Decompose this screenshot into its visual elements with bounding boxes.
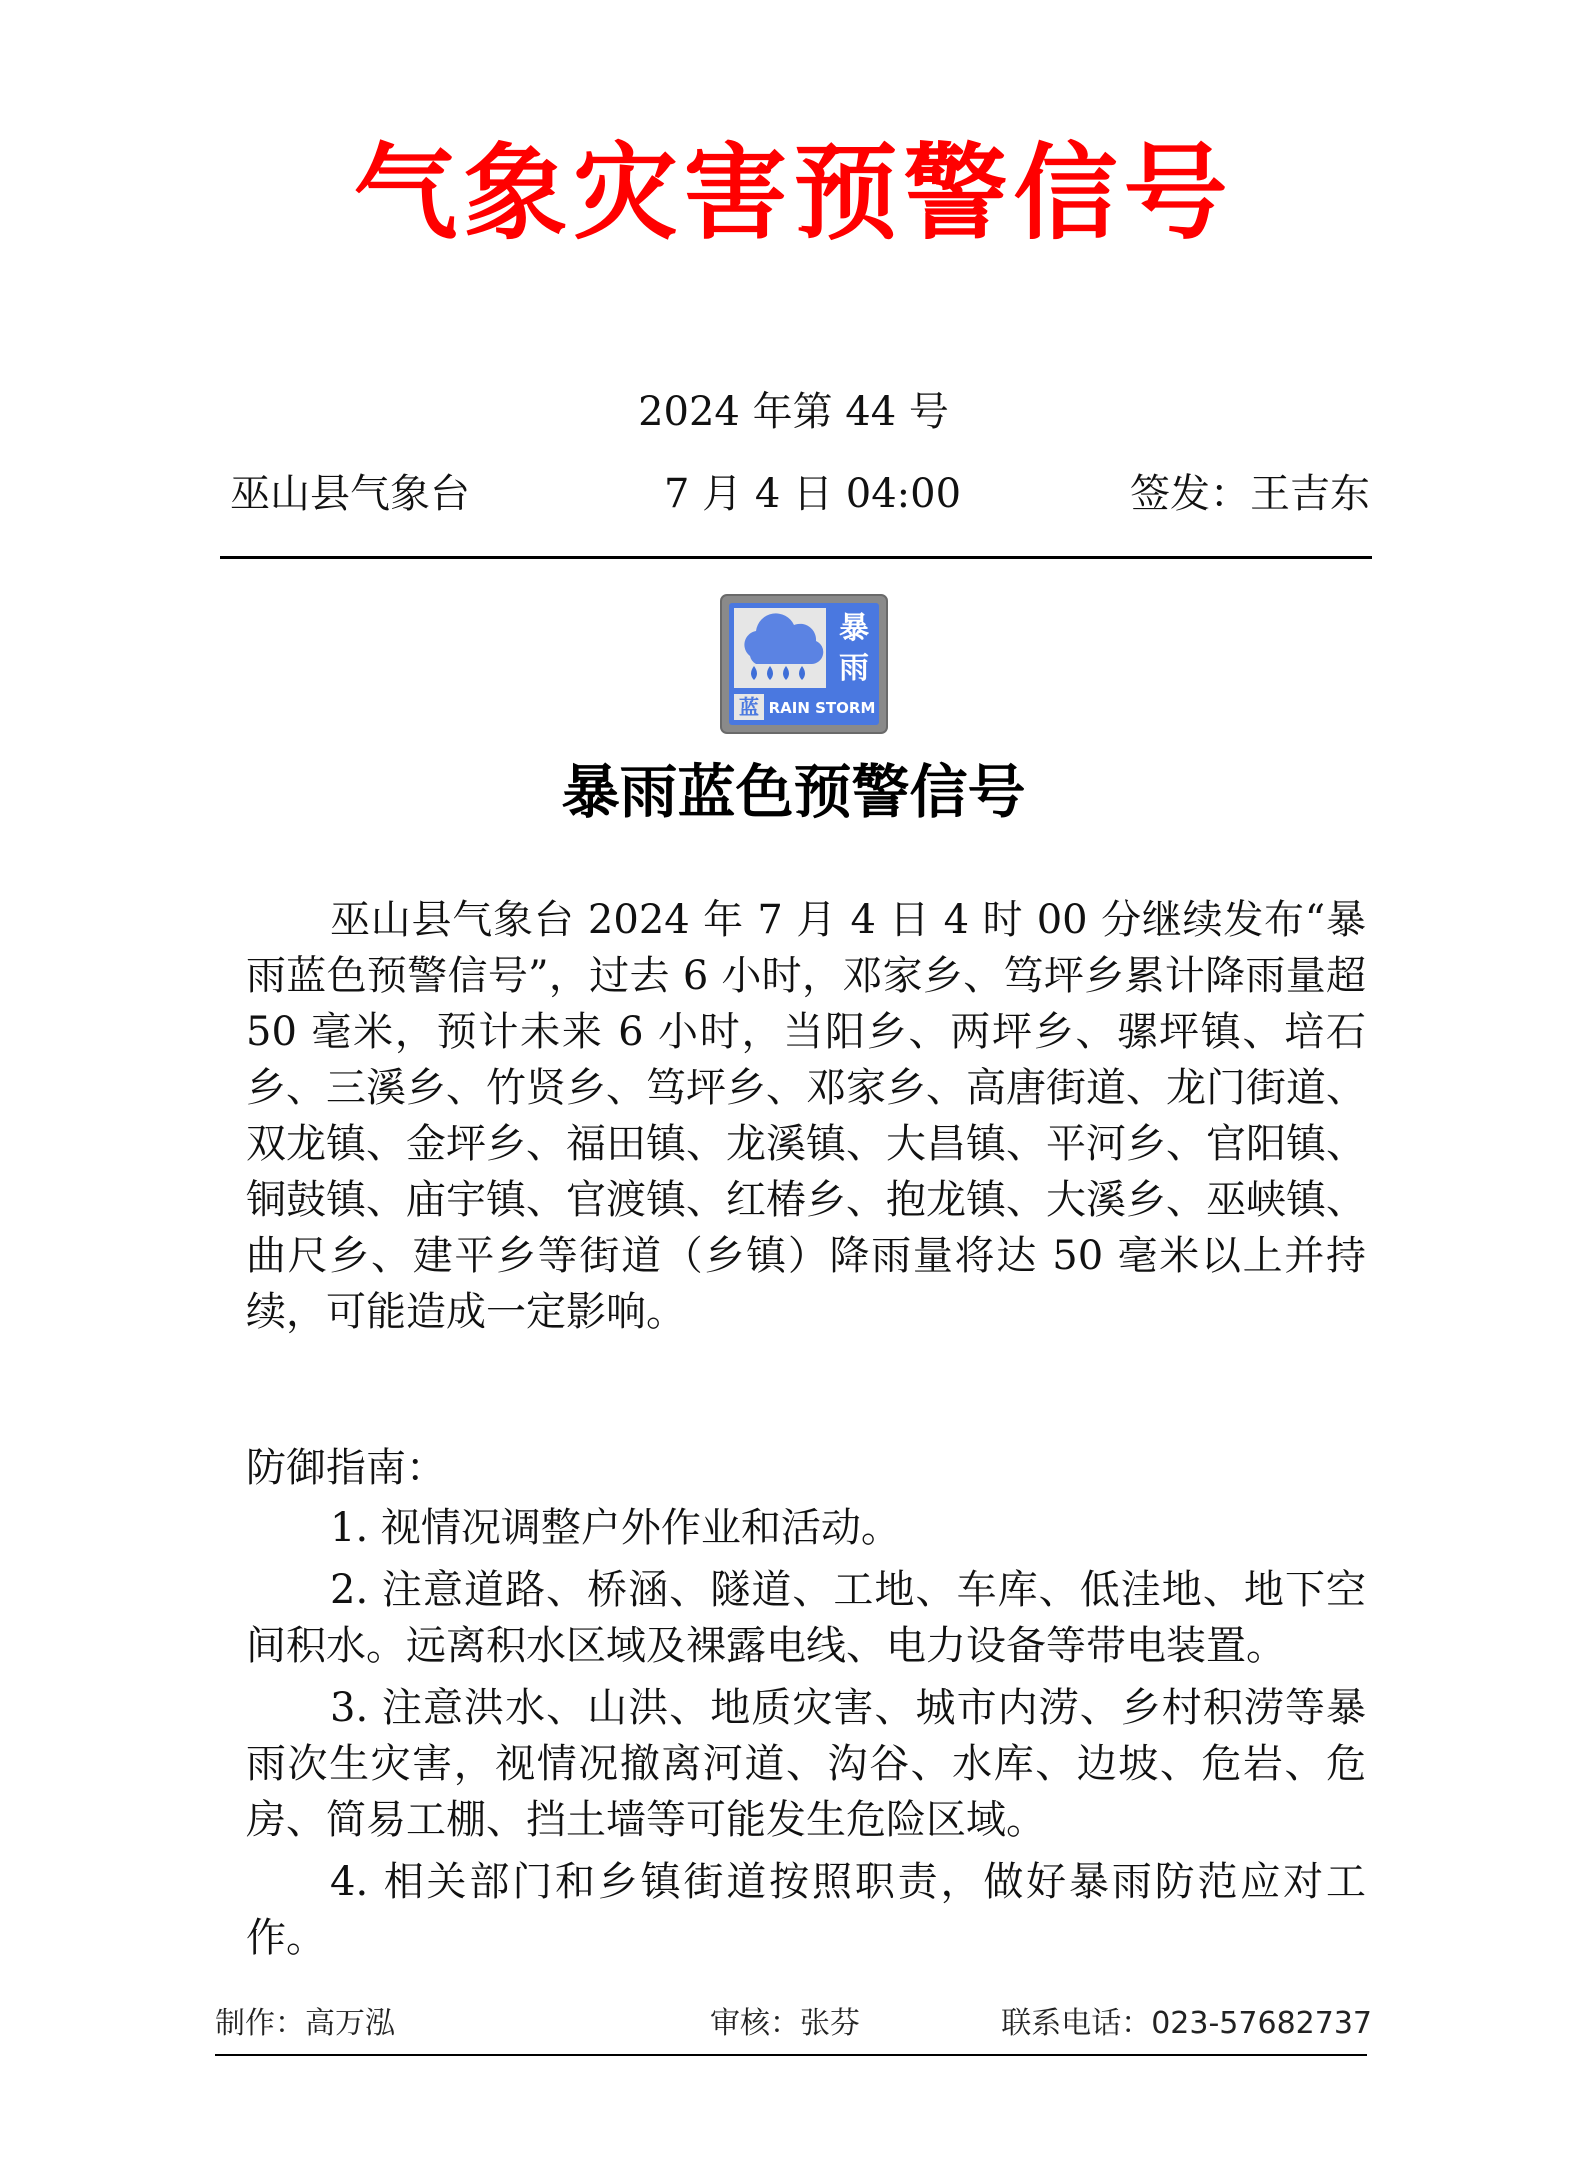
issue-number: 2024 年第 44 号 [638, 389, 949, 435]
footer-maker: 制作：高万泓 [215, 2006, 395, 2041]
defense-guide-list [246, 1500, 1366, 1972]
icon-text-bottom: 雨 [839, 651, 869, 686]
footer-divider [215, 2054, 1367, 2056]
icon-level-text: 蓝 [739, 695, 759, 719]
guide-item: 4. 相关部门和乡镇街道按照职责，做好暴雨防范应对工作。 [246, 1859, 1366, 1961]
rain-storm-blue-icon [720, 594, 888, 734]
issue-time: 7 月 4 日 04:00 [664, 471, 962, 517]
icon-caption: RAIN STORM [768, 699, 876, 717]
signer: 签发：王吉东 [1130, 471, 1370, 517]
document-title: 气象灾害预警信号 [353, 131, 1234, 254]
guide-item: 3. 注意洪水、山洪、地质灾害、城市内涝、乡村积涝等暴雨次生灾害，视情况撤离河道、沟谷、水库、边坡、危岩、危房、简易工棚、挡土墙等可能发生危险区域。 [246, 1685, 1366, 1843]
footer-reviewer: 审核：张芬 [710, 2006, 860, 2041]
guide-item: 1. 视情况调整户外作业和活动。 [330, 1505, 901, 1551]
signal-title: 暴雨蓝色预警信号 [561, 758, 1026, 826]
footer-phone: 联系电话：023-57682737 [1001, 2006, 1372, 2041]
defense-guide-heading: 防御指南： [246, 1445, 446, 1491]
icon-text-top: 暴 [839, 611, 869, 646]
guide-item: 2. 注意道路、桥涵、隧道、工地、车库、低洼地、地下空间积水。远离积水区域及裸露电线、电力设备等带电装置。 [246, 1567, 1366, 1669]
warning-paragraph: 巫山县气象台 2024 年 7 月 4 日 4 时 00 分继续发布“暴雨蓝色预警信号”，过去 6 小时，邓家乡、笃坪乡累计降雨量超 50 毫米，预计未来 6 小时，当阳乡、两坪乡、骡坪镇、培石乡、三溪乡、竹贤乡、笃坪乡、邓家乡、高唐街道、龙门街道、双龙镇、金坪乡、福田镇、龙溪镇、大昌镇、平河乡、官阳镇、铜鼓镇、庙宇镇、官渡镇、红椿乡、抱龙镇、大溪乡、巫峡镇、曲尺乡、建平乡等街道（乡镇）降雨量将达 50 毫米以上并持续，可能造成一定影响。 [246, 897, 1366, 1335]
footer [215, 2002, 1372, 2046]
issuer-row [230, 466, 1370, 522]
issuing-organization: 巫山县气象台 [230, 471, 470, 517]
header-divider [220, 556, 1372, 559]
